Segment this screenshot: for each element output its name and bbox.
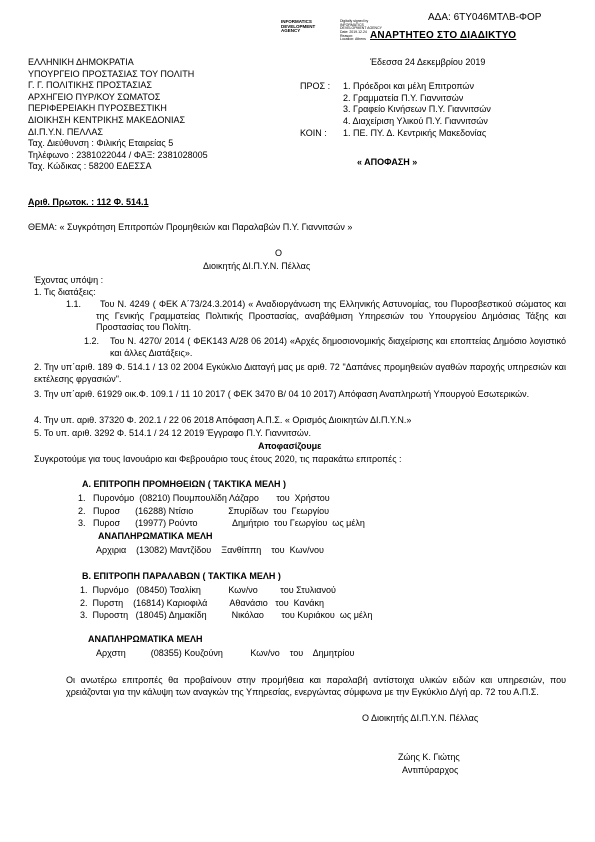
header-line: Γ. Γ. ΠΟΛΙΤΙΚΗΣ ΠΡΟΣΤΑΣΙΑΣ bbox=[28, 80, 152, 91]
committee-b-members bbox=[80, 584, 372, 622]
pros-label: ΠΡΟΣ : bbox=[300, 81, 331, 91]
alternate-a-member: Αρχιρια (13082) Μαντζίδου Ξανθίππη του Κων/νου bbox=[96, 545, 324, 555]
pros-list bbox=[343, 81, 491, 127]
closing-paragraph: Οι ανωτέρω επιτροπές θα προβαίνουν στην προμήθεια και παραλαβή αντίστοιχα υλικών ειδών και υπηρεσιών, που χρειάζονται για την κάλυψη των αναγκών της Υπηρεσίας, ενεργώντας σύμφωνα με την Εγκύκλιο Δ/γή αρ. 72 του Α.Π.Σ. bbox=[66, 675, 566, 697]
item-3: 3. Την υπ΄αριθ. 61929 οικ.Φ. 109.1 / 11 10 2017 ( ΦΕΚ 3470 Β/ 04 10 2017) Απόφαση Αναπληρωτή Υπουργού Εσωτερικών. bbox=[34, 389, 530, 399]
recipient-item: 2. Γραμματεία Π.Υ. Γιαννιτσών bbox=[343, 92, 464, 103]
item-5: 5. Το υπ. αριθ. 3292 Φ. 514.1 / 24 12 2019 Έγγραφο Π.Υ. Γιαννιτσών. bbox=[34, 428, 311, 438]
signer-name: Ζώης Κ. Γιώτης bbox=[398, 752, 460, 762]
committee-b-title: Β. ΕΠΙΤΡΟΠΗ ΠΑΡΑΛΑΒΩΝ ( ΤΑΚΤΙΚΑ ΜΕΛΗ ) bbox=[82, 571, 281, 581]
stamp-logo-line: INFORMATICS bbox=[281, 19, 312, 24]
signature-stamp-logo bbox=[281, 20, 315, 34]
koin-recipient: 1. ΠΕ. ΠΥ. Δ. Κεντρικής Μακεδονίας bbox=[343, 128, 487, 138]
committee-member: 2. Πυρστη (16814) Καριοφιλά Αθανάσιο του Κανάκη bbox=[80, 597, 324, 608]
commander-article: Ο bbox=[275, 248, 283, 258]
decision-label: « ΑΠΟΦΑΣΗ » bbox=[357, 157, 418, 167]
alternates-b-title: ΑΝΑΠΛΗΡΩΜΑΤΙΚΑ ΜΕΛΗ bbox=[88, 634, 203, 644]
protocol-number: Αριθ. Πρωτοκ. : 112 Φ. 514.1 bbox=[28, 197, 149, 207]
sub-1-1-text: Του Ν. 4249 ( ΦΕΚ Α΄73/24.3.2014) « Αναδιοργάνωση της Ελληνικής Αστυνομίας, του Πυροσβεστικού σώματος και της Γενικής Γραμματείας Πολιτικής Προστασίας, αναβάθμιση Υπηρεσιών του Υπουργείου Δημόσιας Τάξης και Προστασίας του Πολίτη. bbox=[96, 299, 566, 332]
having-regard: Έχοντας υπόψη : bbox=[34, 275, 104, 285]
committees-intro: Συγκροτούμε για τους Ιανουάριο και Φεβρουάριο τους έτους 2020, τις παρακάτω επιτροπές : bbox=[34, 454, 402, 464]
committee-member: 2. Πυροσ (16288) Ντίσιο Σπυρίδων του Γεωργίου bbox=[78, 505, 330, 516]
header-line: ΠΕΡΙΦΕΡΕΙΑΚΗ ΠΥΡΟΣΒΕΣΤΙΚΗ bbox=[28, 103, 167, 114]
subject-line: ΘΕΜΑ: « Συγκρότηση Επιτροπών Προμηθειών και Παραλαβών Π.Υ. Γιαννιτσών » bbox=[28, 222, 353, 232]
sub-1-1-label: 1.1. bbox=[66, 299, 82, 309]
header-line: ΥΠΟΥΡΓΕΙΟ ΠΡΟΣΤΑΣΙΑΣ ΤΟΥ ΠΟΛΙΤΗ bbox=[28, 68, 195, 79]
committee-member: 1. Πυρνόμο (08450) Τσαλίκη Κων/νο του Στυλιανού bbox=[80, 585, 336, 595]
committee-member: 3. Πυροστη (18045) Δημακίδη Νικόλαο του Κυριάκου ως μέλη bbox=[80, 610, 373, 620]
committee-member: 3. Πυροσ (19977) Ρούντο Δημήτριο του Γεωργίου ως μέλη bbox=[78, 518, 365, 528]
signer-rank: Αντιπύραρχος bbox=[402, 765, 459, 775]
signature-title: Ο Διοικητής ΔΙ.Π.Υ.Ν. Πέλλας bbox=[362, 713, 479, 723]
header-line: Ταχ. Διεύθυνση : Φιλικής Εταιρείας 5 bbox=[28, 138, 174, 149]
sender-header bbox=[28, 57, 208, 173]
commander-title: Διοικητής ΔΙ.Π.Υ.Ν. Πέλλας bbox=[203, 261, 311, 271]
ada-code: ΑΔΑ: 6ΤΥ046ΜΤΛΒ-ΦΟΡ bbox=[428, 12, 542, 23]
decide-heading: Αποφασίζουμε bbox=[258, 441, 322, 451]
item-1: 1. Τις διατάξεις: bbox=[34, 287, 96, 297]
sub-1-2-label: 1.2. bbox=[84, 336, 100, 346]
sub-1-2-text: Του Ν. 4270/ 2014 ( ΦΕΚ143 Α/28 06 2014) «Αρχές δημοσιονομικής διαχείρισης και εποπτείας Δημόσιο λογιστικό και άλλες Διατάξεις». bbox=[110, 336, 566, 358]
header-line: Τηλέφωνο : 2381022044 / ΦΑΞ: 2381028005 bbox=[28, 149, 208, 160]
koin-label: ΚΟΙΝ : bbox=[300, 128, 327, 138]
recipient-item: 4. Διαχείριση Υλικού Π.Υ. Γιαννιτσών bbox=[343, 115, 488, 126]
committee-a-title: Α. ΕΠΙΤΡΟΠΗ ΠΡΟΜΗΘΕΙΩΝ ( ΤΑΚΤΙΚΑ ΜΕΛΗ ) bbox=[82, 479, 287, 489]
alternate-b-member: Αρχστη (08355) Κουζούνη Κων/νο του Δημητρίου bbox=[96, 648, 355, 658]
committee-a-members bbox=[78, 492, 365, 530]
header-line: ΕΛΛΗΝΙΚΗ ΔΗΜΟΚΡΑΤΙΑ bbox=[28, 57, 134, 67]
alternates-a-title: ΑΝΑΠΛΗΡΩΜΑΤΙΚΑ ΜΕΛΗ bbox=[98, 531, 213, 541]
stamp-logo-line: DEVELOPMENT bbox=[281, 23, 316, 29]
item-2: 2. Την υπ΄αριθ. 189 Φ. 514.1 / 13 02 2004 Εγκύκλιο Διαταγή μας με αριθ. 72 "Δαπάνες προμηθειών αγαθών παροχής υπηρεσιών και εκτέλεσης φργασιών". bbox=[34, 362, 566, 384]
signature-stamp-details: Digitally signed by INFORMATICS DEVELOPMENT AGENCY Date: 2019.12.24 Reason: Location: Athens bbox=[340, 19, 382, 42]
committee-member: 1. Πυρονόμο (08210) Πουμπουλίδη Λάζαρο του Χρήστου bbox=[78, 493, 330, 503]
header-line: ΔΙ.Π.Υ.Ν. ΠΕΛΛΑΣ bbox=[28, 126, 103, 137]
recipient-item: 3. Γραφείο Κινήσεων Π.Υ. Γιαννιτσών bbox=[343, 104, 491, 115]
document-date: Έδεσσα 24 Δεκεμβρίου 2019 bbox=[370, 57, 486, 67]
recipient-item: 1. Πρόεδροι και μέλη Επιτροπών bbox=[343, 81, 474, 91]
stamp-logo-line: AGENCY bbox=[281, 28, 301, 33]
item-4: 4. Την υπ. αριθ. 37320 Φ. 202.1 / 22 06 2018 Απόφαση Α.Π.Σ. « Ορισμός Διοικητών ΔΙ.Π.Υ.Ν.» bbox=[34, 415, 412, 425]
header-line: ΔΙΟΙΚΗΣΗ ΚΕΝΤΡΙΚΗΣ ΜΑΚΕΔΟΝΙΑΣ bbox=[28, 114, 186, 125]
header-line: ΑΡΧΗΓΕΙΟ ΠΥΡ/ΚΟΥ ΣΩΜΑΤΟΣ bbox=[28, 91, 161, 102]
header-line: Ταχ. Κώδικας : 58200 ΕΔΕΣΣΑ bbox=[28, 161, 152, 172]
posted-notice: ΑΝΑΡΤΗΤΕΟ ΣΤΟ ΔΙΑΔΙΚΤΥΟ bbox=[370, 30, 517, 41]
